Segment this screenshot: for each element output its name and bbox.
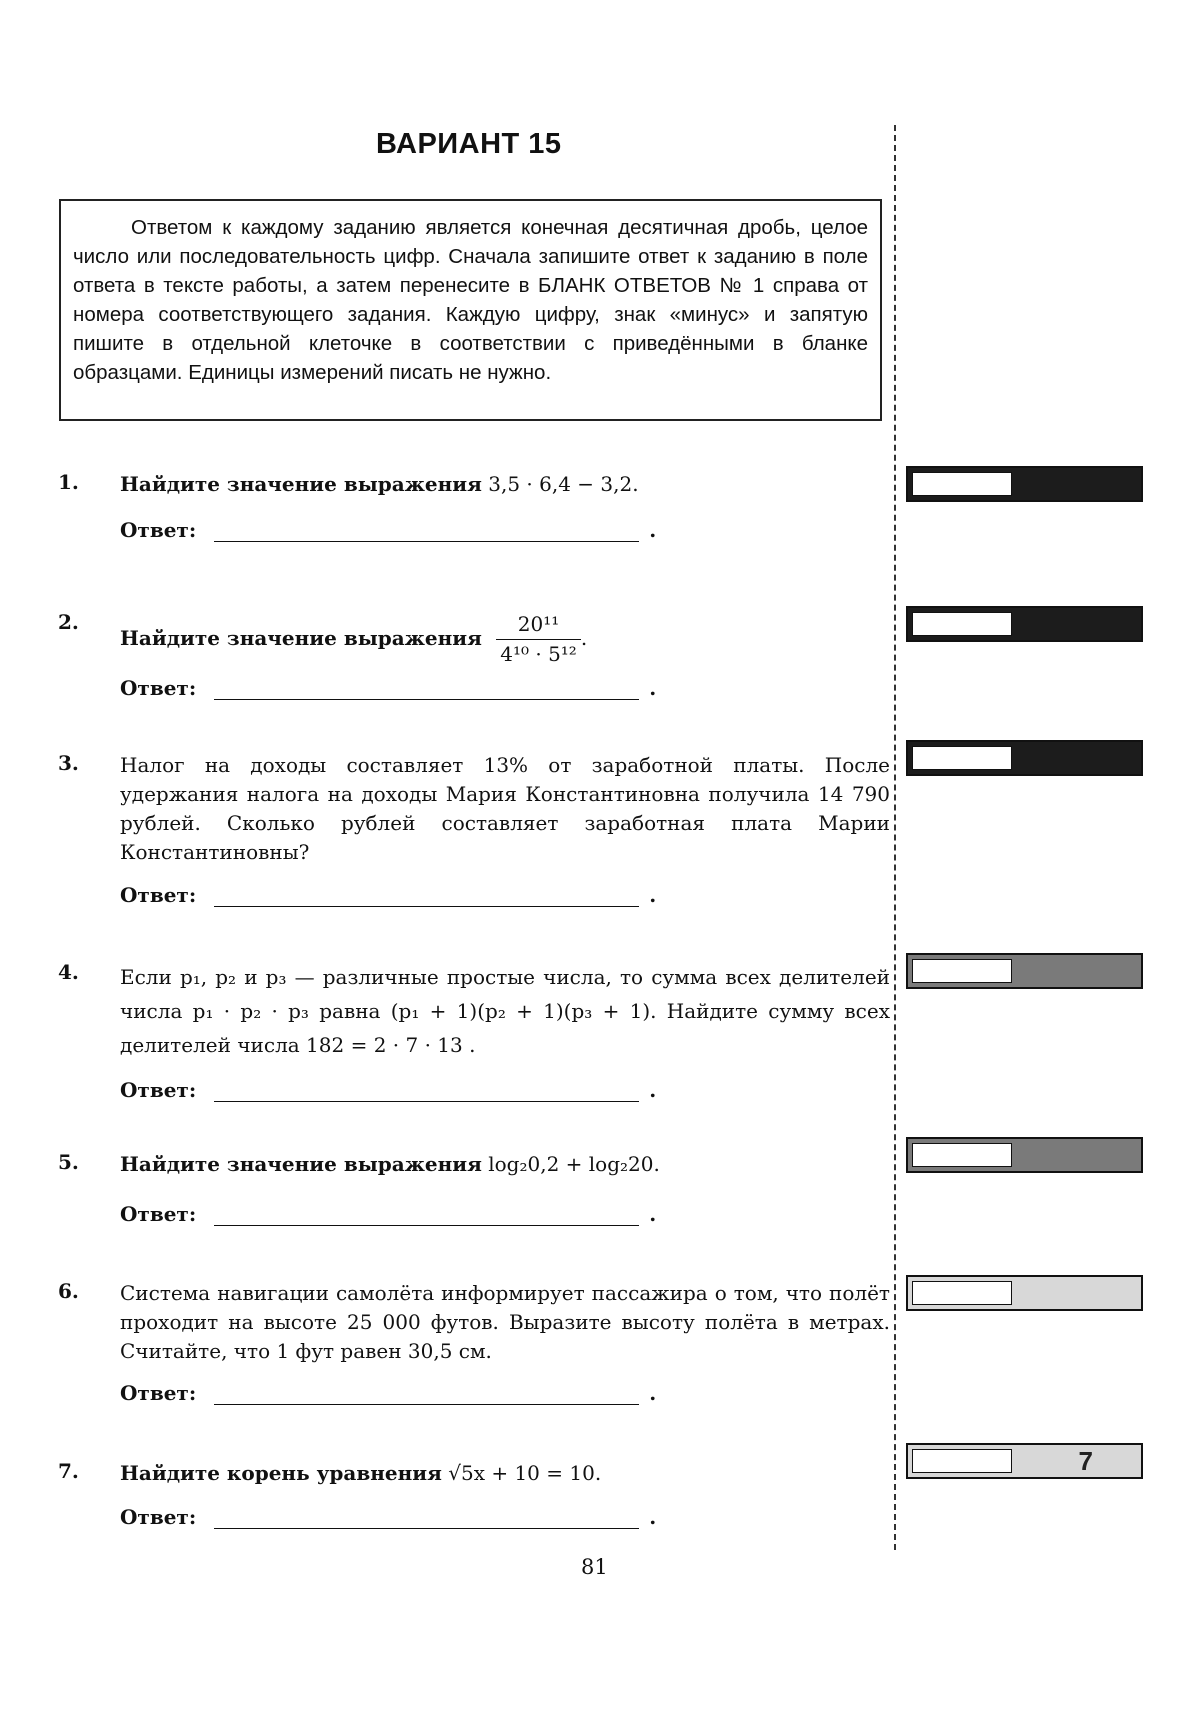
task-text: Найдите значение выражения — [120, 626, 482, 650]
task-tail: . — [632, 472, 639, 496]
task-number: 3. — [58, 751, 79, 775]
answer-dot: . — [649, 676, 657, 700]
task-number: 1. — [58, 470, 79, 494]
task-text: Найдите значение выражения — [120, 472, 482, 496]
answer-field[interactable] — [214, 679, 639, 700]
answer-row — [120, 1505, 656, 1529]
task-6 — [58, 1279, 890, 1405]
answer-dot: . — [649, 1381, 657, 1405]
answer-row — [120, 883, 656, 907]
answer-field[interactable] — [214, 1508, 639, 1529]
answer-label: Ответ: — [120, 1505, 197, 1529]
answer-field[interactable] — [214, 521, 639, 542]
answer-field[interactable] — [214, 1205, 639, 1226]
answer-box-cell — [912, 1449, 1012, 1473]
answer-box-3 — [906, 740, 1143, 776]
answer-field[interactable] — [214, 886, 639, 907]
answer-box-1 — [906, 466, 1143, 502]
answer-label: Ответ: — [120, 1078, 197, 1102]
instructions-text: Ответом к каждому заданию является конечная десятичная дробь, целое число или последовательность цифр. Сначала запишите ответ к заданию в поле ответа в тексте работы, а затем перенесите в БЛАНК ОТВЕТОВ № 1 справа от номера соответствующего задания. Каждую цифру, знак «минус» и запятую пишите в отдельной клеточке в соответствии с приведёнными в бланке образцами. Единицы измерений писать не нужно. — [73, 216, 868, 384]
task-2 — [58, 610, 890, 700]
answer-field[interactable] — [214, 1081, 639, 1102]
answer-dot: . — [649, 1202, 657, 1226]
answer-box-label: 7 — [1078, 1446, 1093, 1476]
page-title: ВАРИАНТ 15 — [376, 128, 562, 160]
answer-label: Ответ: — [120, 1202, 197, 1226]
answer-box-cell — [912, 959, 1012, 983]
task-5 — [58, 1150, 890, 1226]
answer-row — [120, 1202, 656, 1226]
task-expression: log₂0,2 + log₂20 — [488, 1152, 654, 1176]
answer-label: Ответ: — [120, 1381, 197, 1405]
task-4 — [58, 960, 890, 1102]
fraction-numerator: 20¹¹ — [496, 610, 581, 640]
answer-box-5 — [906, 1137, 1143, 1173]
answer-box-4 — [906, 953, 1143, 989]
task-7 — [58, 1459, 890, 1529]
answer-box-cell — [912, 472, 1012, 496]
answer-dot: . — [649, 518, 657, 542]
task-tail: . — [653, 1152, 660, 1176]
task-expression: √5x + 10 = 10 — [448, 1461, 595, 1485]
answer-dot: . — [649, 883, 657, 907]
task-text: Если p₁, p₂ и p₃ — различные простые числа, то сумма всех делителей числа p₁ · p₂ · p₃ равна (p₁ + 1)(p₂ + 1)(p₃ + 1). Найдите сумму всех делителей числа 182 = 2 · 7 · 13 . — [120, 965, 890, 1057]
answer-row — [120, 1078, 656, 1102]
answer-box-6 — [906, 1275, 1143, 1311]
answer-box-7 — [906, 1443, 1143, 1479]
task-tail: . — [594, 1461, 602, 1485]
answer-box-cell — [912, 612, 1012, 636]
cut-line — [894, 125, 896, 1550]
answer-field[interactable] — [214, 1384, 639, 1405]
answer-row — [120, 518, 656, 542]
task-number: 6. — [58, 1279, 79, 1303]
task-fraction — [496, 610, 581, 669]
fraction-denominator: 4¹⁰ · 5¹² — [500, 642, 577, 666]
answer-box-cell — [912, 746, 1012, 770]
answer-box-2 — [906, 606, 1143, 642]
answer-box-cell — [912, 1143, 1012, 1167]
task-text: Налог на доходы составляет 13% от заработной платы. После удержания налога на доходы Мария Константиновна получила 14 790 рублей. Сколько рублей составляет заработная плата Марии Константиновны? — [120, 753, 890, 864]
answer-label: Ответ: — [120, 883, 197, 907]
task-number: 7. — [58, 1459, 79, 1483]
task-tail: . — [580, 626, 588, 650]
task-3 — [58, 751, 890, 907]
task-text: Найдите значение выражения — [120, 1152, 482, 1176]
answer-dot: . — [649, 1505, 657, 1529]
task-number: 5. — [58, 1150, 79, 1174]
task-text: Система навигации самолёта информирует пассажира о том, что полёт проходит на высоте 25 000 футов. Выразите высоту полёта в метрах. Считайте, что 1 фут равен 30,5 см. — [120, 1281, 890, 1363]
answer-row — [120, 1381, 656, 1405]
instructions-box — [59, 199, 882, 421]
task-number: 4. — [58, 960, 79, 984]
task-text: Найдите корень уравнения — [120, 1461, 442, 1485]
answer-dot: . — [649, 1078, 657, 1102]
answer-row — [120, 676, 656, 700]
task-expression: 3,5 · 6,4 − 3,2 — [488, 472, 633, 496]
answer-box-cell — [912, 1281, 1012, 1305]
page-number: 81 — [581, 1555, 608, 1579]
task-1 — [58, 470, 890, 542]
answer-label: Ответ: — [120, 518, 197, 542]
answer-label: Ответ: — [120, 676, 197, 700]
task-number: 2. — [58, 610, 79, 634]
